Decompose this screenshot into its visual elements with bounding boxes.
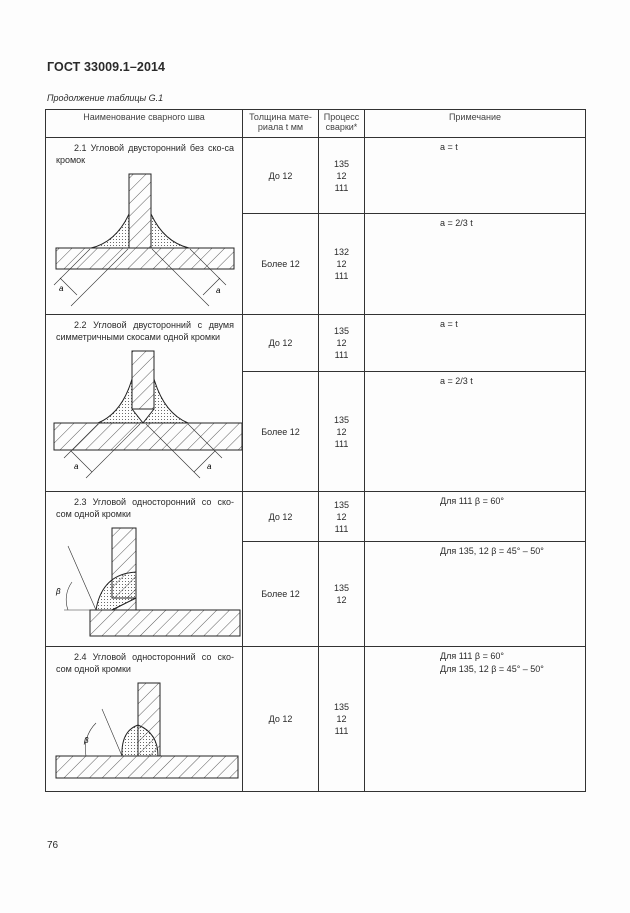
process-cell: [319, 138, 365, 214]
note-cell: [365, 315, 586, 372]
table-row: [46, 647, 586, 792]
weld-name: 2.1 Угловой двусторонний без ско-са кромок: [56, 143, 234, 165]
note-cell: [365, 372, 586, 492]
process-code: 135: [333, 326, 350, 336]
process-code: 12: [336, 338, 347, 348]
weld-cell-2-1: [46, 138, 243, 315]
table-row: [46, 492, 586, 542]
note-cell: [365, 647, 586, 792]
weld-diagram-2-3: [46, 526, 242, 644]
table-header-row: [46, 110, 586, 138]
dimension-label: a: [59, 284, 64, 293]
table-row: [46, 315, 586, 372]
process-code: 12: [336, 714, 347, 724]
thickness-cell: Более 12: [243, 214, 319, 315]
process-code: 12: [336, 426, 347, 437]
weld-name: 2.4 Угловой односторонний со ско-сом одной кромки: [56, 652, 234, 674]
process-cell: [319, 372, 365, 492]
process-cell: [319, 492, 365, 542]
thickness-cell: До 12: [243, 492, 319, 542]
note-cell: [365, 214, 586, 315]
process-cell: [319, 315, 365, 372]
process-code: 135: [333, 499, 350, 510]
process-code: 132: [333, 247, 350, 258]
process-code: 111: [334, 271, 349, 282]
dimension-label: β: [84, 736, 89, 745]
process-code: 12: [336, 170, 347, 181]
process-code: 12: [336, 595, 347, 606]
thickness-cell: До 12: [243, 138, 319, 214]
process-code: 135: [333, 583, 350, 594]
thickness-cell: До 12: [243, 647, 319, 792]
col-header-note: Примечание: [365, 110, 586, 138]
standard-number: ГОСТ 33009.1–2014: [47, 60, 166, 74]
note-text: a = t: [440, 319, 458, 329]
note-text: a = 2/3 t: [440, 218, 473, 229]
col-header-thickness: Толщина мате-риала t мм: [243, 110, 319, 138]
process-cell: [319, 647, 365, 792]
process-code: 111: [334, 438, 349, 449]
process-code: 12: [336, 511, 347, 522]
process-code: 135: [333, 158, 350, 169]
weld-table: [45, 109, 586, 792]
process-code: 135: [333, 702, 350, 712]
process-cell: [319, 214, 365, 315]
process-code: 111: [334, 523, 349, 534]
weld-cell-2-4: [46, 647, 243, 792]
process-code: 12: [336, 259, 347, 270]
dimension-label: a: [207, 462, 212, 471]
dimension-label: a: [216, 286, 221, 295]
col-header-process: Процесс сварки*: [319, 110, 365, 138]
note-text: Для 111 β = 60°: [440, 651, 504, 661]
note-text: a = 2/3 t: [440, 376, 473, 386]
note-cell: [365, 542, 586, 647]
weld-diagram-2-4: [46, 681, 242, 789]
note-text: Для 135, 12 β = 45° – 50°: [440, 664, 544, 674]
dimension-label: a: [74, 462, 79, 471]
thickness-cell: До 12: [243, 315, 319, 372]
table-continuation-caption: Продолжение таблицы G.1: [47, 93, 164, 103]
thickness-cell: Более 12: [243, 372, 319, 492]
col-header-name: Наименование сварного шва: [46, 110, 243, 138]
note-cell: [365, 492, 586, 542]
note-text: Для 135, 12 β = 45° – 50°: [440, 546, 544, 557]
process-code: 111: [334, 350, 349, 360]
process-code: 111: [334, 726, 349, 736]
process-code: 135: [333, 414, 350, 425]
note-text: a = t: [440, 142, 458, 152]
dimension-label: β: [56, 587, 61, 596]
process-code: 111: [334, 182, 349, 193]
weld-diagram-2-1: [46, 172, 242, 312]
table-row: [46, 138, 586, 214]
weld-cell-2-3: [46, 492, 243, 647]
thickness-cell: Более 12: [243, 542, 319, 647]
note-cell: [365, 138, 586, 214]
weld-diagram-2-2: [46, 349, 242, 489]
process-cell: [319, 542, 365, 647]
note-text: Для 111 β = 60°: [440, 496, 504, 506]
page-number: 76: [47, 840, 59, 851]
weld-name: 2.3 Угловой односторонний со ско-сом одной кромки: [56, 497, 234, 519]
weld-cell-2-2: [46, 315, 243, 492]
weld-name: 2.2 Угловой двусторонний с двумя симметричными скосами одной кромки: [56, 320, 234, 342]
